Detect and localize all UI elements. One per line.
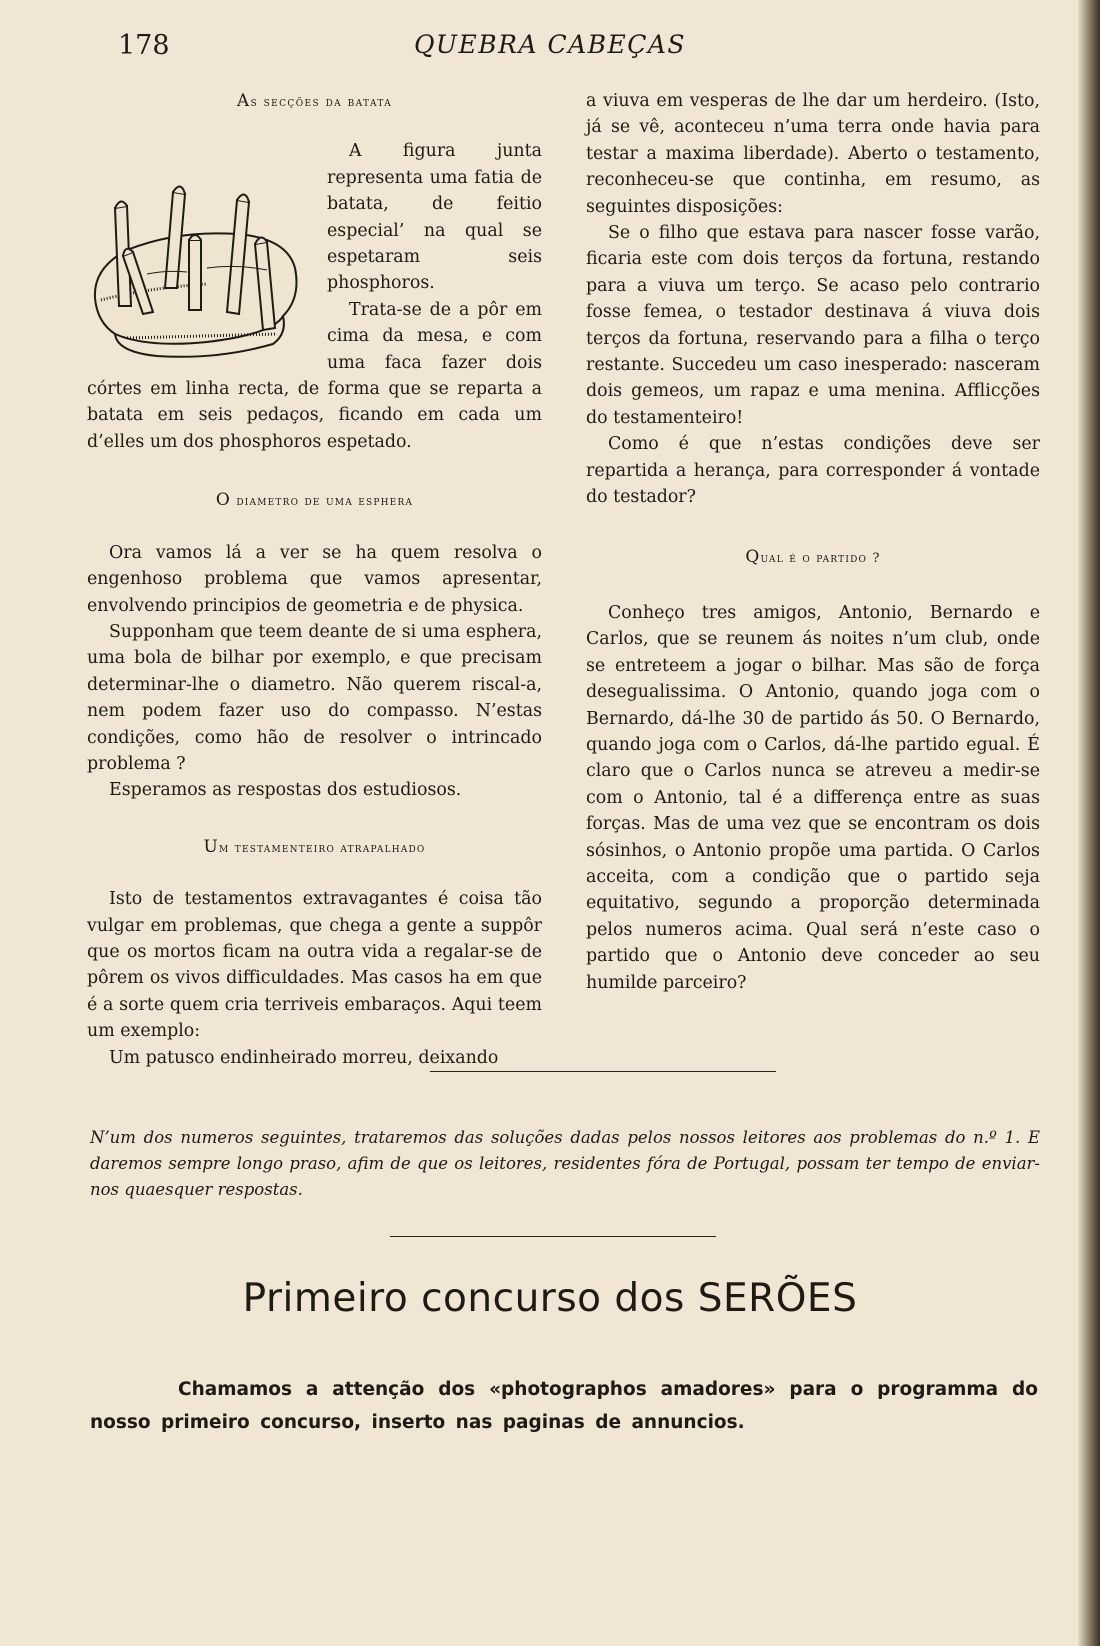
right-column: [586, 88, 1040, 996]
executor-continued-2: Se o filho que estava para nascer fosse varão, ficaria este com dois terços da fortuna, restando para a viuva um terço. Se acaso pelo contrario fosse femea, o testador destinava á viuva dois terços da fortuna, reservando para a filha o terço restante. Succedeu um caso inesperado: nasceram dois gemeos, um rapaz e uma menina. Afflicções do testamenteiro!: [586, 223, 1040, 428]
sphere-paragraph-2: Supponham que teem deante de si uma esphera, uma bola de bilhar por exemplo, e que precisam determinar-lhe o diametro. Não querem riscal-a, nem podem fazer uso do compasso. N’estas condições, como hão de resolver o intrincado problema ?: [87, 621, 542, 774]
billiards-paragraph: Conheço tres amigos, Antonio, Bernardo e Carlos, que se reunem ás noites n’um club, onde se entreteem a jogar o bilhar. Mas são de força desegualissima. O Antonio, quando joga com o Bernardo, dá-lhe 30 de partido ás 50. O Bernardo, quando joga com o Carlos, dá-lhe partido egual. É claro que o Carlos nunca se atreveu a medir-se com o Antonio, tal é a differença entre as suas forças. Mas de uma vez que se encontram os dois sósinhos, o Antonio propõe uma partida. O Carlos acceita, com a condição que o partido seja equitativo, segundo a proporção determinada pelos numeros acima. Qual será n’este caso o partido que o Antonio deve conceder ao seu humilde parceiro?: [586, 602, 1040, 993]
section-title-executor: Um testamenteiro atrapalhado: [203, 836, 426, 857]
contest-announcement: Chamamos a attenção dos «photographos amadores» para o programma do nosso primeiro concurso, inserto nas paginas de annuncios.: [90, 1378, 1038, 1433]
sphere-paragraph-1: Ora vamos lá a ver se ha quem resolva o engenhoso problema que vamos apresentar, envolvendo principios de geometria e de physica.: [87, 542, 542, 616]
contest-heading: Primeiro concurso dos SERÕES: [242, 1276, 858, 1321]
executor-continued-1: a viuva em vesperas de lhe dar um herdeiro. (Isto, já se vê, aconteceu n’uma terra onde havia para testar a maxima liberdade). Aberto o testamento, reconheceu-se que continha, em resumo, as seguintes disposições:: [586, 91, 1040, 217]
divider-rule: [430, 1071, 776, 1072]
page-number: 178: [118, 30, 170, 61]
section-title-potato: As secções da batata: [236, 91, 393, 111]
left-column: [87, 88, 542, 1071]
section-title-sphere: O diametro de uma esphera: [215, 490, 414, 511]
editorial-note: N’um dos numeros seguintes, trataremos das soluções dadas pelos nossos leitores aos problemas do n.º 1. E daremos sempre longo praso, afim de que os leitores, residentes fóra de Portugal, possam ter tempo de enviar-nos quaesquer respostas.: [90, 1127, 1040, 1199]
potato-matches-figure: [87, 138, 317, 370]
section-title-billiards: Qual é o partido ?: [745, 546, 881, 567]
page-header: [0, 30, 1100, 66]
page-edge-shadow: [1078, 0, 1100, 1646]
divider-rule-2: [390, 1236, 716, 1237]
sphere-paragraph-3: Esperamos as respostas dos estudiosos.: [109, 780, 462, 801]
executor-continued-3: Como é que n’estas condições deve ser repartida a herança, para corresponder á vontade do testador?: [586, 434, 1040, 508]
potato-paragraph-1: A figura junta representa uma fatia de batata, de feitio especial’ na qual se espetaram seis phosphoros.: [327, 141, 542, 294]
potato-paragraph-2: Trata-se de a pôr em cima da mesa, e com uma faca fazer dois córtes em linha recta, de forma que se reparta a batata em seis pedaços, ficando em cada um d’elles um dos phosphoros espetado.: [87, 299, 542, 452]
executor-paragraph-1: Isto de testamentos extravagantes é coisa tão vulgar em problemas, que chega a gente a suppôr que os mortos ficam na outra vida a regalar-se de pôrem os vivos difficuldades. Mas casos ha em que é a sorte quem cria terriveis embaraços. Aqui teem um exemplo:: [87, 889, 542, 1042]
executor-paragraph-2: Um patusco endinheirado morreu, deixando: [109, 1047, 499, 1068]
running-title: QUEBRA CABEÇAS: [413, 30, 687, 59]
